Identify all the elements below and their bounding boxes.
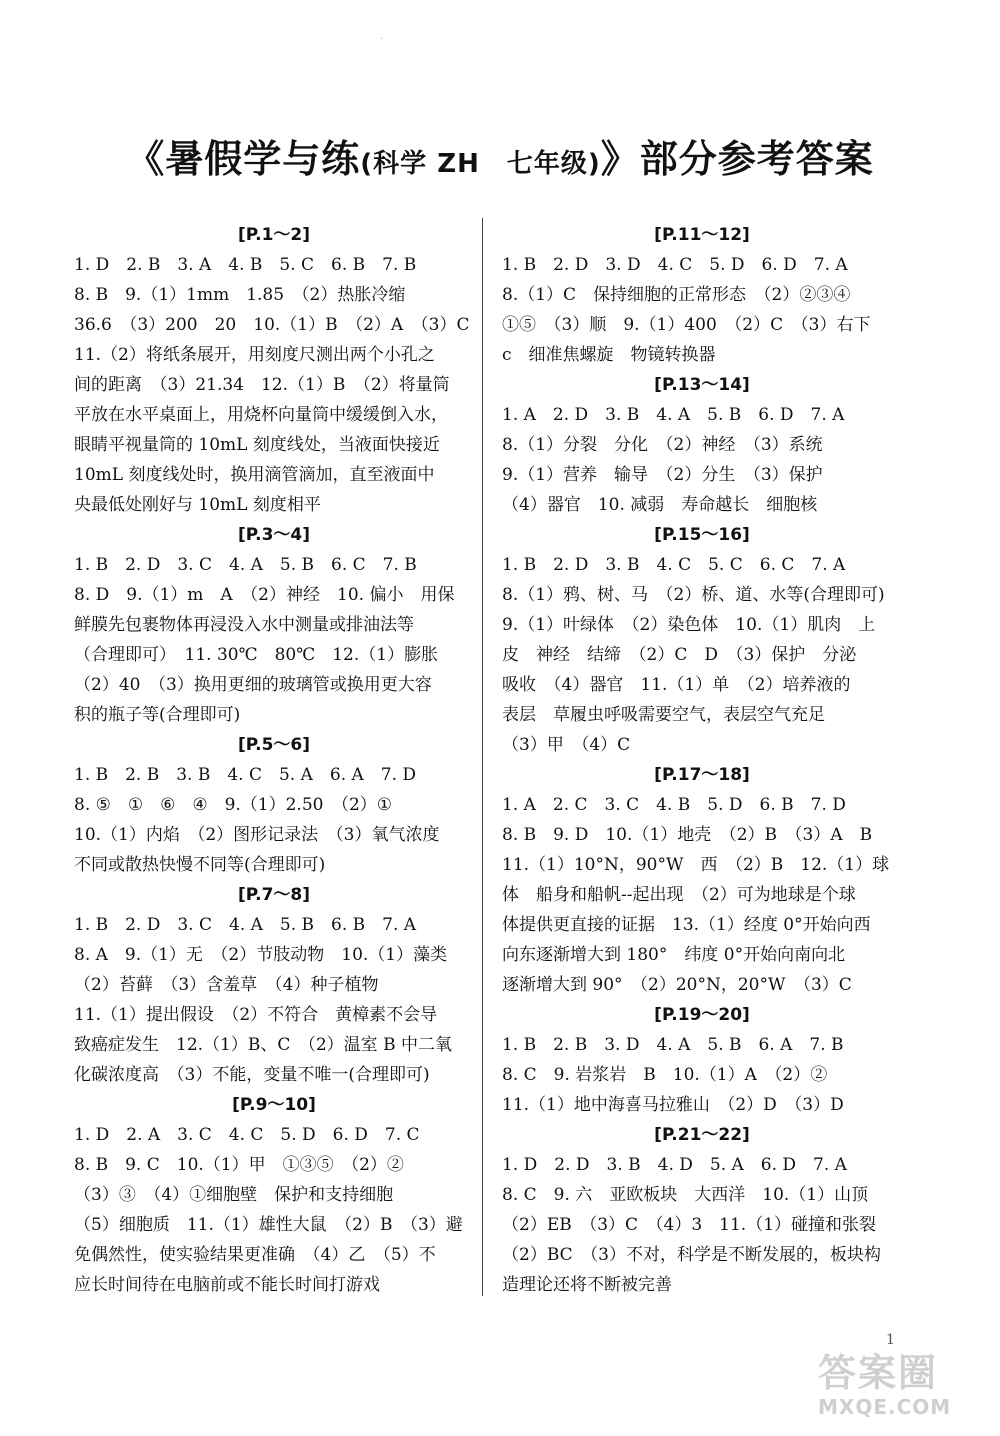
answer-line: 1. B 2. D 3. C 4. A 5. B 6. B 7. A — [74, 915, 417, 935]
section-heading: [P.17～18] — [654, 765, 750, 785]
answer-line: 11.（2）将纸条展开，用刻度尺测出两个小孔之 — [74, 345, 435, 365]
answer-line: 8. A 9.（1）无 （2）节肢动物 10.（1）藻类 — [74, 945, 448, 965]
answer-section — [74, 220, 474, 520]
answer-section — [502, 520, 902, 760]
answer-section — [74, 880, 474, 1090]
answer-line: 8. B 9. D 10.（1）地壳 （2）B （3）A B — [502, 825, 873, 845]
left-answer-column — [74, 220, 474, 1300]
answer-line: 央最低处刚好与 10mL 刻度相平 — [74, 495, 321, 515]
answer-line: 1. B 2. B 3. D 4. A 5. B 6. A 7. B — [502, 1035, 844, 1055]
section-heading: [P.13～14] — [654, 375, 750, 395]
title-main-open: 《暑假学与练 — [126, 137, 361, 181]
answer-line: （2）40 （3）换用更细的玻璃管或换用更大容 — [74, 675, 432, 695]
answer-line: 8.（1）鸦、树、马 （2）桥、道、水等(合理即可) — [502, 585, 885, 605]
answer-line: 1. B 2. D 3. D 4. C 5. D 6. D 7. A — [502, 255, 848, 275]
answer-line: 8. C 9. 六 亚欧板块 大西洋 10.（1）山顶 — [502, 1185, 869, 1205]
answer-line: 11.（1）提出假设 （2）不符合 黄樟素不会导 — [74, 1005, 438, 1025]
answer-section — [502, 370, 902, 520]
title-subtitle: (科学 ZH 七年级) — [360, 149, 601, 179]
answer-section — [502, 220, 902, 370]
answer-line: 1. A 2. D 3. B 4. A 5. B 6. D 7. A — [502, 405, 845, 425]
answer-line: 皮 神经 结缔 （2）C D （3）保护 分泌 — [502, 645, 857, 665]
answer-line: 1. D 2. A 3. C 4. C 5. D 6. D 7. C — [74, 1125, 420, 1145]
right-answer-column — [502, 220, 902, 1300]
answer-line: （4）器官 10. 减弱 寿命越长 细胞核 — [502, 495, 818, 515]
answer-line: 积的瓶子等(合理即可) — [74, 705, 241, 725]
answer-line: （5）细胞质 11.（1）雄性大鼠 （2）B （3）避 — [74, 1215, 463, 1235]
answer-line: 8. B 9.（1）1mm 1.85 （2）热胀冷缩 — [74, 285, 406, 305]
section-heading: [P.11～12] — [654, 225, 750, 245]
answer-section — [502, 1000, 902, 1120]
answer-line: 眼睛平视量筒的 10mL 刻度线处，当液面快接近 — [74, 435, 440, 455]
answer-line: 平放在水平桌面上，用烧杯向量筒中缓缓倒入水， — [74, 405, 448, 425]
answer-line: （3）甲 （4）C — [502, 735, 631, 755]
section-heading: [P.7～8] — [238, 885, 310, 905]
answer-line: 应长时间待在电脑前或不能长时间打游戏 — [74, 1275, 380, 1295]
scan-speck: · — [380, 34, 384, 45]
answer-line: 1. B 2. D 3. C 4. A 5. B 6. C 7. B — [74, 555, 417, 575]
title-main-close: 》部分参考答案 — [600, 137, 874, 181]
answer-line: 体提供更直接的证据 13.（1）经度 0°开始向西 — [502, 915, 871, 935]
answer-section — [74, 730, 474, 880]
answer-line: （3）③ （4）①细胞壁 保护和支持细胞 — [74, 1185, 394, 1205]
section-heading: [P.19～20] — [654, 1005, 750, 1025]
answer-line: 9.（1）营养 输导 （2）分生 （3）保护 — [502, 465, 823, 485]
answer-line: 间的距离 （3）21.34 12.（1）B （2）将量筒 — [74, 375, 450, 395]
answer-line: 逐渐增大到 90° （2）20°N，20°W （3）C — [502, 975, 852, 995]
watermark-logo — [818, 1350, 988, 1420]
column-divider — [482, 218, 483, 1296]
watermark-url: MXQE.COM — [818, 1395, 952, 1419]
answer-line: 1. B 2. B 3. B 4. C 5. A 6. A 7. D — [74, 765, 417, 785]
answer-line: 10.（1）内焰 （2）图形记录法 （3）氧气浓度 — [74, 825, 440, 845]
answer-line: 9.（1）叶绿体 （2）染色体 10.（1）肌肉 上 — [502, 615, 876, 635]
answer-line: 吸收 （4）器官 11.（1）单 （2）培养液的 — [502, 675, 851, 695]
answer-line: 1. B 2. D 3. B 4. C 5. C 6. C 7. A — [502, 555, 846, 575]
answer-line: （2）苔藓 （3）含羞草 （4）种子植物 — [74, 975, 379, 995]
answer-line: 向东逐渐增大到 180° 纬度 0°开始向南向北 — [502, 945, 846, 965]
answer-line: 致癌症发生 12.（1）B、C （2）温室 B 中二氧 — [74, 1035, 452, 1055]
answer-line: 1. D 2. D 3. B 4. D 5. A 6. D 7. A — [502, 1155, 847, 1175]
answer-line: 体 船身和船帆--起出现 （2）可为地球是个球 — [502, 885, 856, 905]
answer-line: 鲜膜先包裹物体再浸没入水中测量或排油法等 — [74, 615, 414, 635]
answer-line: 36.6 （3）200 20 10.（1）B （2）A （3）C — [74, 315, 470, 335]
answer-section — [74, 520, 474, 730]
answer-line: （2）EB （3）C （4）3 11.（1）碰撞和张裂 — [502, 1215, 877, 1235]
section-heading: [P.1～2] — [238, 225, 310, 245]
answer-line: 11.（1）地中海喜马拉雅山 （2）D （3）D — [502, 1095, 844, 1115]
section-heading: [P.3～4] — [238, 525, 310, 545]
page-number: 1 — [886, 1332, 895, 1348]
answer-line: 8. ⑤ ① ⑥ ④ 9.（1）2.50 （2）① — [74, 795, 393, 815]
page-title — [0, 128, 1000, 183]
answer-line: 8. C 9. 岩浆岩 B 10.（1）A （2）② — [502, 1065, 828, 1085]
answer-line: 8.（1）C 保持细胞的正常形态 （2）②③④ — [502, 285, 851, 305]
answer-line: ①⑤ （3）顺 9.（1）400 （2）C （3）右下 — [502, 315, 871, 335]
answer-line: 8. D 9.（1）m A （2）神经 10. 偏小 用保 — [74, 585, 455, 605]
answer-line: （2）BC （3）不对，科学是不断发展的，板块构 — [502, 1245, 881, 1265]
section-heading: [P.15～16] — [654, 525, 750, 545]
watermark-text: 答案圈 — [818, 1351, 939, 1395]
answer-section — [502, 760, 902, 1000]
answer-section — [502, 1120, 902, 1300]
answer-line: 化碳浓度高 （3）不能，变量不唯一(合理即可) — [74, 1065, 430, 1085]
answer-line: 11.（1）10°N，90°W 西 （2）B 12.（1）球 — [502, 855, 890, 875]
section-heading: [P.5～6] — [238, 735, 310, 755]
answer-line: 1. A 2. C 3. C 4. B 5. D 6. B 7. D — [502, 795, 846, 815]
answer-line: （合理即可） 11. 30℃ 80℃ 12.（1）膨胀 — [74, 645, 439, 665]
section-heading: [P.21～22] — [654, 1125, 750, 1145]
answer-line: 不同或散热快慢不同等(合理即可) — [74, 855, 326, 875]
answer-line: 免偶然性，使实验结果更准确 （4）乙 （5）不 — [74, 1245, 436, 1265]
answer-line: 8.（1）分裂 分化 （2）神经 （3）系统 — [502, 435, 823, 455]
answer-section — [74, 1090, 474, 1300]
section-heading: [P.9～10] — [232, 1095, 316, 1115]
answer-line: 造理论还将不断被完善 — [502, 1275, 672, 1295]
answer-line: c 细准焦螺旋 物镜转换器 — [502, 345, 716, 365]
answer-line: 8. B 9. C 10.（1）甲 ①③⑤ （2）② — [74, 1155, 404, 1175]
answer-line: 1. D 2. B 3. A 4. B 5. C 6. B 7. B — [74, 255, 417, 275]
answer-line: 10mL 刻度线处时，换用滴管滴加，直至液面中 — [74, 465, 435, 485]
answer-line: 表层 草履虫呼吸需要空气，表层空气充足 — [502, 705, 825, 725]
